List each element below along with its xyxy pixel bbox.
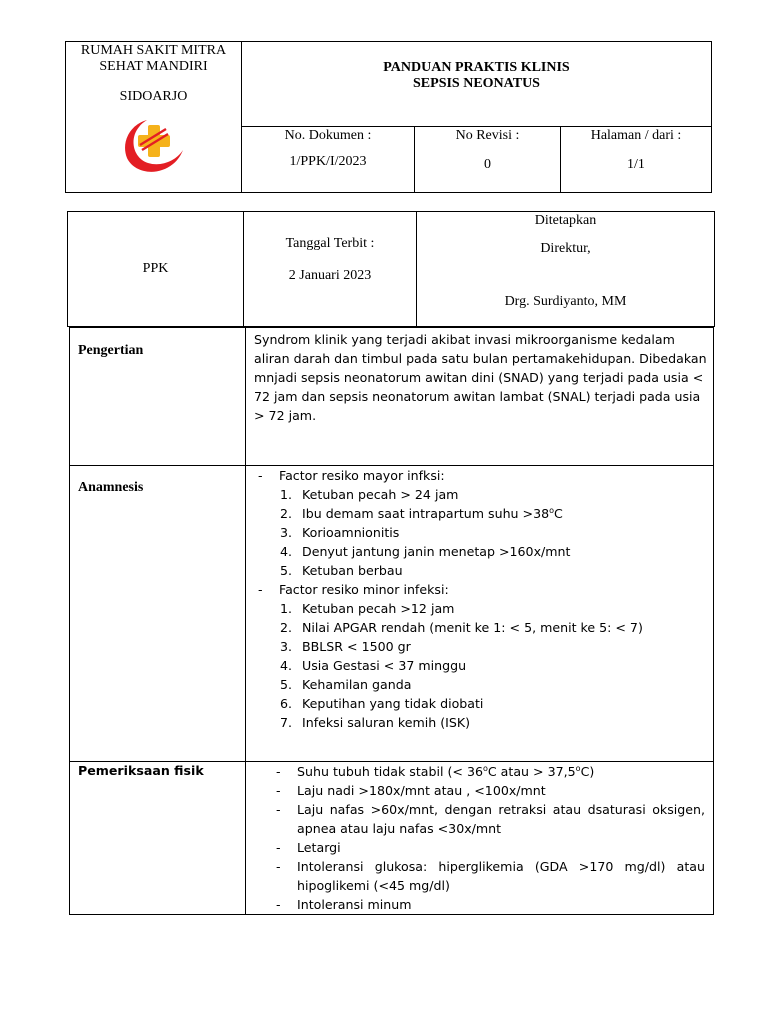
pengertian-content	[246, 328, 714, 466]
content-table	[69, 327, 714, 915]
list-text: BBLSR < 1500 gr	[302, 639, 411, 654]
issue-date-cell	[244, 212, 417, 327]
minor-risk-item	[246, 713, 713, 732]
revision-value: 0	[484, 157, 491, 172]
list-number: 6.	[280, 696, 293, 711]
degree-sup: o	[482, 763, 488, 773]
page-value: 1/1	[627, 157, 645, 172]
minor-risk-list	[246, 599, 713, 732]
doc-number-label: No. Dokumen :	[284, 128, 372, 143]
major-risk-title: Factor resiko mayor infksi:	[279, 468, 445, 483]
exam-finding-item: - Suhu tubuh tidak stabil (< $36^oC$ atau > $37,5^oC$)	[246, 762, 713, 781]
list-number: 1.	[280, 487, 293, 502]
revision-label: No Revisi :	[455, 128, 520, 143]
issue-info	[67, 211, 715, 327]
major-risk-item	[246, 561, 713, 580]
title-line1: PANDUAN PRAKTIS KLINIS	[383, 60, 570, 75]
major-risk-item: 2. Ibu demam saat intrapartum suhu $>38^oC$	[280, 505, 563, 521]
hospital-name-line1: RUMAH SAKIT MITRA	[80, 43, 227, 58]
revision-cell	[415, 127, 561, 193]
list-text: Denyut jantung janin menetap >160x/mnt	[302, 544, 571, 559]
hospital-name-line2: SEHAT MANDIRI	[99, 59, 208, 74]
hospital-identity	[66, 42, 242, 193]
anamnesis-list-2	[246, 580, 713, 599]
list-text: Korioamnionitis	[302, 525, 400, 540]
exam-finding-item: - Laju nafas >60x/mnt, dengan retraksi atau dsaturasi oksigen, apnea atau laju nafas <30x/mnt	[246, 800, 713, 838]
list-number: 5.	[280, 677, 293, 692]
major-risk-item	[246, 542, 713, 561]
exam-finding-item: - Intoleransi minum	[246, 895, 713, 914]
pemeriksaan-label-cell	[70, 762, 246, 915]
major-risk-group	[246, 466, 713, 485]
list-number: 7.	[280, 715, 293, 730]
director-label: Direktur,	[540, 241, 591, 256]
anamnesis-content	[246, 466, 714, 762]
list-number: 3.	[280, 525, 293, 540]
approval-label: Ditetapkan	[534, 213, 597, 228]
list-number: 1.	[280, 601, 293, 616]
hospital-logo-icon	[121, 117, 187, 175]
pemeriksaan-label: Pemeriksaan fisik	[78, 763, 204, 778]
document-header	[65, 41, 712, 193]
exam-finding-item: - Letargi	[246, 838, 713, 857]
minor-risk-item	[246, 694, 713, 713]
minor-risk-item	[246, 618, 713, 637]
minor-risk-item	[246, 599, 713, 618]
major-risk-item	[246, 485, 713, 504]
major-risk-item	[246, 523, 713, 542]
pengertian-label: Pengertian	[78, 343, 144, 358]
approval-cell	[417, 212, 715, 327]
section-pengertian	[70, 328, 714, 466]
anamnesis-label: Anamnesis	[78, 480, 144, 495]
list-number: 4.	[280, 658, 293, 673]
degree-sup: o	[575, 763, 581, 773]
title-line2: SEPSIS NEONATUS	[413, 76, 540, 91]
major-risk-list	[246, 485, 713, 580]
issue-date-value: 2 Januari 2023	[288, 268, 372, 283]
page-label: Halaman / dari :	[590, 128, 682, 143]
minor-risk-group	[246, 580, 713, 599]
list-text: Ketuban pecah >12 jam	[302, 601, 455, 616]
list-text: Infeksi saluran kemih (ISK)	[302, 715, 471, 730]
pengertian-text: Syndrom klinik yang terjadi akibat invasi mikroorganisme kedalam aliran darah dan timbul pada satu bulan pertamakehidupan. Dibedakan mnjadi sepsis neonatorum awitan dini (SNAD) yang terjadi pada usia < 72 jam dan sepsis neonatorum awitan lambat (SNAL) terjadi pada usia > 72 jam.	[254, 332, 707, 423]
ppk-cell	[68, 212, 244, 327]
doc-number-cell	[242, 127, 415, 193]
pemeriksaan-list	[246, 762, 713, 914]
list-number: 2.	[280, 506, 293, 521]
list-text: Ibu demam saat intrapartum suhu >38	[302, 506, 550, 521]
list-text: Ketuban pecah > 24 jam	[302, 487, 459, 502]
exam-finding-item: - Intoleransi glukosa: hiperglikemia (GDA >170 mg/dl) atau hipoglikemi (<45 mg/dl)	[246, 857, 713, 895]
anamnesis-list	[246, 466, 713, 485]
section-pemeriksaan	[70, 762, 714, 915]
director-name: Drg. Surdiyanto, MM	[504, 294, 627, 309]
anamnesis-label-cell	[70, 466, 246, 762]
minor-risk-title: Factor resiko minor infeksi:	[279, 582, 449, 597]
minor-risk-item	[246, 637, 713, 656]
list-number: 2.	[280, 620, 293, 635]
list-number: 4.	[280, 544, 293, 559]
list-number: 5.	[280, 563, 293, 578]
degree-sup: o	[549, 505, 555, 515]
pengertian-label-cell	[70, 328, 246, 466]
ppk-label: PPK	[142, 261, 169, 276]
minor-risk-item	[246, 675, 713, 694]
list-text: Ketuban berbau	[302, 563, 403, 578]
list-number: 3.	[280, 639, 293, 654]
minor-risk-item	[246, 656, 713, 675]
hospital-city: SIDOARJO	[119, 89, 188, 104]
list-text: Nilai APGAR rendah (menit ke 1: < 5, menit ke 5: < 7)	[302, 620, 643, 635]
issue-date-label: Tanggal Terbit :	[285, 236, 375, 251]
pemeriksaan-content	[246, 762, 714, 915]
exam-finding-item: - Laju nadi >180x/mnt atau , <100x/mnt	[246, 781, 713, 800]
list-text: Kehamilan ganda	[302, 677, 412, 692]
section-anamnesis	[70, 466, 714, 762]
doc-number-value: 1/PPK/I/2023	[289, 154, 367, 169]
document-title	[242, 42, 712, 127]
page-cell	[561, 127, 712, 193]
list-text: Keputihan yang tidak diobati	[302, 696, 484, 711]
list-text: Usia Gestasi < 37 minggu	[302, 658, 467, 673]
